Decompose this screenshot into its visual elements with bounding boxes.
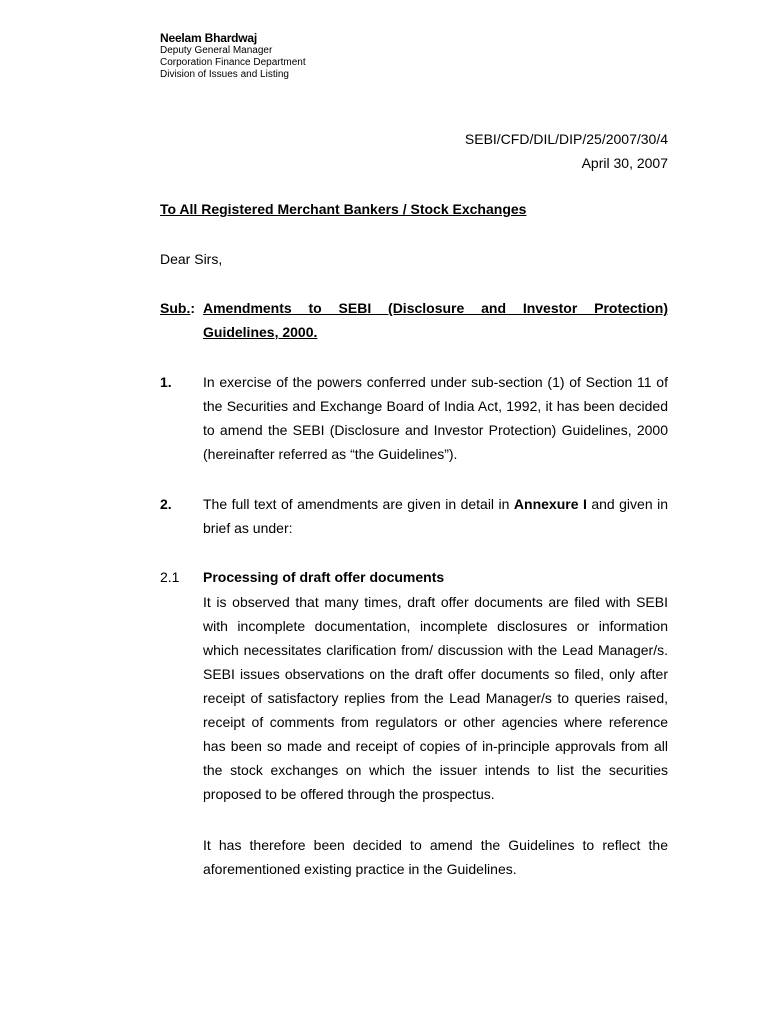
reference-block: [465, 127, 668, 175]
paragraph-2-text: [203, 492, 668, 540]
subject-label: [160, 296, 195, 320]
sender-division: Division of Issues and Listing: [160, 69, 289, 80]
salutation: Dear Sirs,: [160, 251, 223, 267]
section-2-1-conclusion: It has therefore been decided to amend the Guidelines to reflect the aforementioned existing practice in the Guidelines.: [203, 837, 668, 877]
paragraph-2-text-before: The full text of amendments are given in detail in: [203, 496, 514, 512]
reference-number: SEBI/CFD/DIL/DIP/25/2007/30/4: [464, 131, 668, 147]
subject-text: Amendments to SEBI (Disclosure and Investor Protection) Guidelines, 2000.: [203, 300, 668, 340]
sender-name: Neelam Bhardwaj: [160, 31, 258, 45]
section-2-1-heading: Processing of draft offer documents: [203, 569, 445, 585]
paragraph-2-text-after: and given in brief as under:: [203, 496, 668, 536]
sender-department: Corporation Finance Department: [160, 57, 306, 68]
sender-designation: Deputy General Manager: [160, 45, 273, 56]
sender-block: [160, 31, 306, 81]
annexure-reference: Annexure I: [513, 496, 587, 512]
paragraph-1-text: In exercise of the powers conferred under sub-section (1) of Section 11 of the Securities and Exchange Board of India Act, 1992, it has been decided to amend the SEBI (Disclosure and Investor Protection) Guidelines, 2000 (hereinafter referred as “the Guidelines”).: [203, 374, 668, 462]
addressee-line: To All Registered Merchant Bankers / Stock Exchanges: [160, 201, 527, 217]
letter-date: April 30, 2007: [581, 155, 668, 171]
section-2-1-number: 2.1: [160, 569, 180, 585]
subject-colon: :: [190, 300, 196, 316]
subject-label-text: Sub.: [160, 300, 191, 316]
paragraph-1-number: 1.: [160, 374, 172, 390]
paragraph-2-number: 2.: [160, 496, 172, 512]
section-2-1-body: It is observed that many times, draft offer documents are filed with SEBI with incomplete documentation, incomplete disclosures or information which necessitates clarification from/ discussion with the Lead Manager/s. SEBI issues observations on the draft offer documents so filed, only after receipt of satisfactory replies from the Lead Manager/s to queries raised, receipt of comments from regulators or other agencies where reference has been so made and receipt of copies of in-principle approvals from all the stock exchanges on which the issuer intends to list the securities proposed to be offered through the prospectus.: [203, 594, 668, 802]
